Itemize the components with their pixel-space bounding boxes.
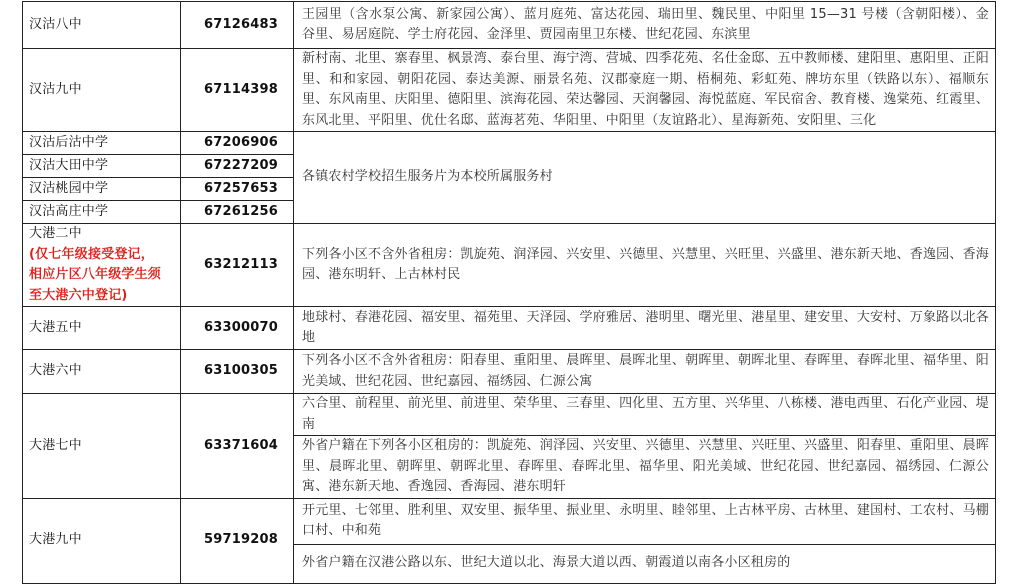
service-area-out-of-province: 外省户籍在汉港公路以东、世纪大道以北、海景大道以西、朝霞道以南各小区租房的 [294,544,996,583]
service-area: 地球村、春港花园、福安里、福苑里、天泽园、学府雅居、港明里、曙光里、港星里、建安里、大安村、万象路以北各地 [294,307,996,350]
service-area: 王园里（含水泵公寓、新家园公寓）、蓝月庭苑、富达花园、瑞田里、魏民里、中阳里 15—31 号楼（含朝阳楼）、金谷里、易居庭院、学士府花园、金泽里、贾园南里卫东楼、世纪花园、东滨里 [294,2,996,49]
school-phone: 67206906 [181,132,294,155]
school-name: 大港五中 [23,307,181,350]
school-phone: 67261256 [181,201,294,224]
table-row [23,307,996,350]
school-name: 汉沽九中 [23,49,181,132]
school-phone: 63300070 [181,307,294,350]
school-phone: 67114398 [181,49,294,132]
school-name: 汉沽八中 [23,2,181,49]
service-area-rural-shared: 各镇农村学校招生服务片为本校所属服务村 [294,132,996,224]
table-row [23,224,996,307]
school-name: 大港九中 [23,498,181,583]
school-phone: 67126483 [181,2,294,49]
school-phone: 63371604 [181,394,294,499]
table-row [23,498,996,544]
school-phone: 67227209 [181,155,294,178]
school-name: 汉沽后沽中学 [23,132,181,155]
service-area-out-of-province: 外省户籍在下列各小区租房的：凯旋苑、润泽园、兴安里、兴德里、兴慧里、兴旺里、兴盛里、阳春里、重阳里、晨晖里、晨晖北里、朝晖里、朝晖北里、春晖里、春晖北里、福华里、阳光美域、世纪花园、世纪嘉园、福绣园、仁源公寓、港东新天地、香逸园、香海园、港东明轩 [294,436,996,499]
table-row [23,132,996,155]
school-name: 汉沽大田中学 [23,155,181,178]
school-phone: 67257653 [181,178,294,201]
school-name: 大港七中 [23,394,181,499]
school-name: 大港二中 [29,226,82,241]
table-row [23,49,996,132]
school-name: 汉沽高庄中学 [23,201,181,224]
school-phone: 59719208 [181,498,294,583]
school-phone: 63100305 [181,350,294,394]
service-area: 开元里、七邻里、胜利里、双安里、振华里、振业里、永明里、睦邻里、上古林平房、古林里、建国村、工农村、马棚口村、中和苑 [294,498,996,544]
school-phone: 63212113 [181,224,294,307]
service-area: 下列各小区不含外省租房：凯旋苑、润泽园、兴安里、兴德里、兴慧里、兴旺里、兴盛里、港东新天地、香逸园、香海园、港东明轩、上古林村民 [294,224,996,307]
school-name: 大港六中 [23,350,181,394]
school-cell [23,224,181,307]
service-area: 下列各小区不含外省租房：阳春里、重阳里、晨晖里、晨晖北里、朝晖里、朝晖北里、春晖里、春晖北里、福华里、阳光美域、世纪花园、世纪嘉园、福绣园、仁源公寓 [294,350,996,394]
table-row [23,2,996,49]
service-area: 六合里、前程里、前光里、前进里、荣华里、三春里、四化里、五方里、兴华里、八栋楼、港电西里、石化产业园、堤南 [294,394,996,436]
school-service-area-table [22,1,996,584]
table-row [23,394,996,436]
school-name: 汉沽桃园中学 [23,178,181,201]
registration-note: (仅七年级接受登记，相应片区八年级学生须至大港六中登记) [29,246,162,303]
service-area: 新村南、北里、寨春里、枫景湾、泰台里、海宁湾、营城、四季花苑、名仕金邸、五中教师楼、建阳里、惠阳里、正阳里、和和家园、朝阳花园、泰达美源、丽景名苑、汉郡豪庭一期、梧桐苑、彩虹苑、牌坊东里（铁路以东）、福顺东里、东风南里、庆阳里、德阳里、滨海花园、荣达馨园、天润馨园、海悦蓝庭、军民宿舍、教育楼、逸棠苑、红霞里、东风北里、平阳里、优仕名邸、蓝海茗苑、华阳里、中阳里（友谊路北）、星海新苑、安阳里、三化 [294,49,996,132]
table-row [23,350,996,394]
